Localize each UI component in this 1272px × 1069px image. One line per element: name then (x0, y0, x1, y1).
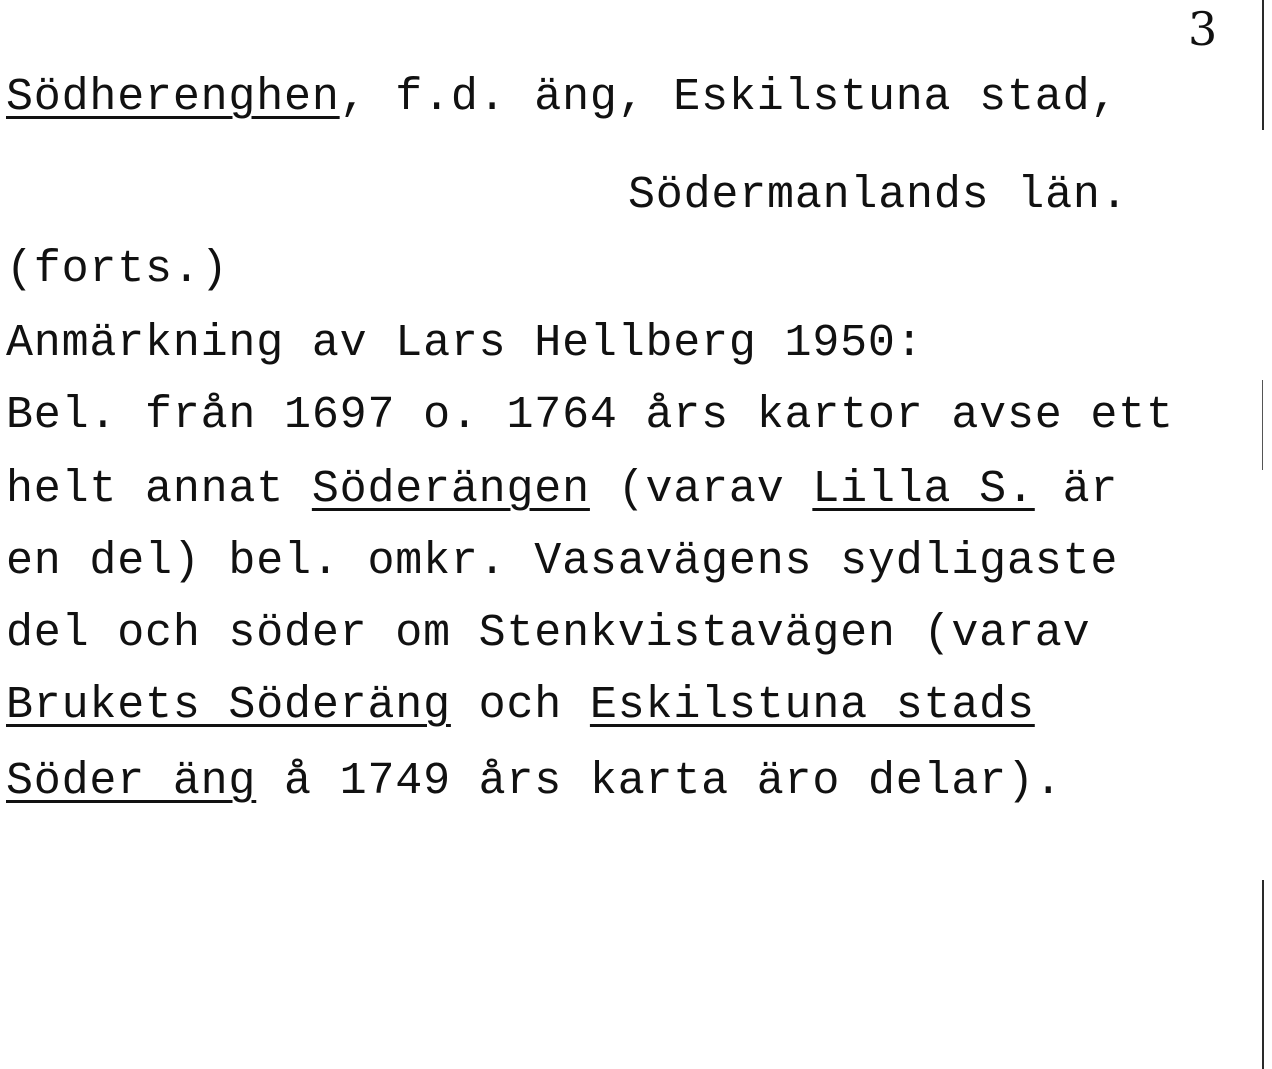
body-text: är (1034, 464, 1119, 515)
county-line: Södermanlands län. (628, 170, 1129, 221)
place-reference: Söder äng (6, 756, 257, 807)
note-heading: Anmärkning av Lars Hellberg 1950: (6, 318, 924, 369)
body-line-2 (6, 464, 1118, 516)
title-line (6, 72, 1118, 124)
body-line-1: Bel. från 1697 o. 1764 års kartor avse ett (6, 390, 1174, 441)
body-line-3: en del) bel. omkr. Vasavägens sydligaste (6, 536, 1119, 587)
continued-label: (forts.) (6, 244, 229, 295)
body-text: (varav (589, 464, 813, 515)
place-reference: Brukets Söderäng (6, 680, 451, 731)
body-line-6 (6, 756, 1063, 808)
body-text: och (450, 680, 590, 731)
place-description: , f.d. äng, Eskilstuna stad, (339, 72, 1119, 123)
body-text: helt annat (6, 464, 312, 515)
place-reference: Söderängen (311, 464, 590, 515)
card-edge-line (1262, 880, 1264, 1069)
body-text: å 1749 års karta äro delar). (256, 756, 1063, 807)
place-reference: Eskilstuna stads (589, 680, 1035, 731)
card-edge-line (1262, 380, 1263, 470)
card-edge-line (1262, 0, 1264, 130)
page-number: 3 (1188, 2, 1218, 56)
place-reference: Lilla S. (812, 464, 1035, 515)
place-name: Södherenghen (6, 72, 340, 123)
body-line-4: del och söder om Stenkvistavägen (varav (6, 608, 1091, 659)
body-line-5 (6, 680, 1035, 732)
